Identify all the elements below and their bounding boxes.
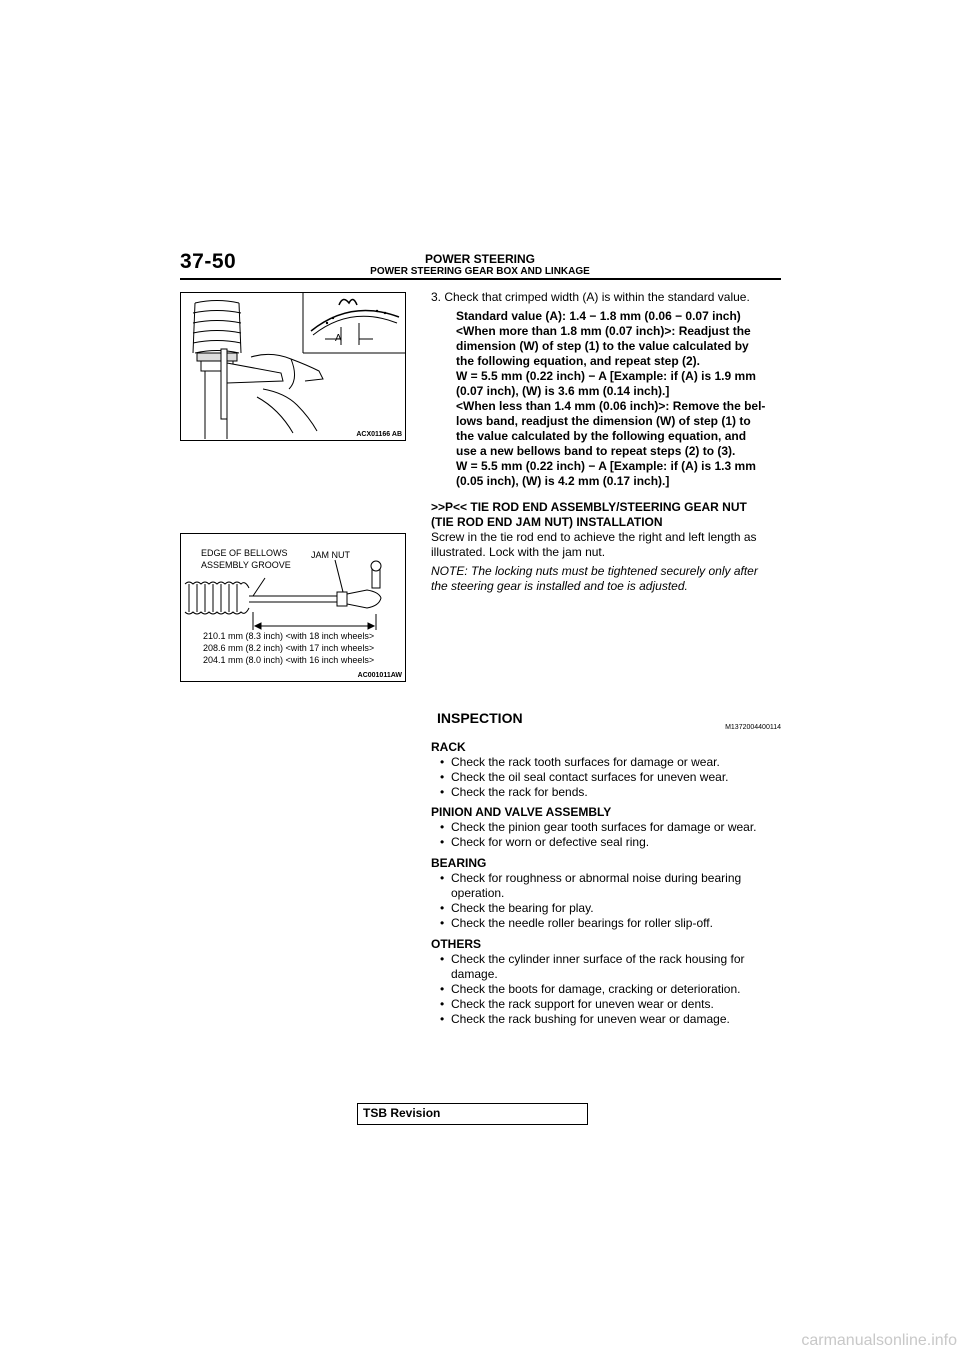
figure-code: ACX01166 AB xyxy=(356,431,402,438)
list-item: Check the oil seal contact surfaces for uneven wear. xyxy=(451,770,729,784)
spec-line: use a new bellows band to repeat steps (2) to (3). xyxy=(456,444,736,458)
crimp-width-illustration xyxy=(181,293,405,440)
bullet: • xyxy=(440,916,445,930)
list-item-continuation: damage. xyxy=(451,967,498,981)
page-number: 37-50 xyxy=(180,250,237,273)
tie-rod-length-figure xyxy=(180,533,406,682)
bullet: • xyxy=(440,835,445,849)
spec-line: dimension (W) of step (1) to the value calculated by xyxy=(456,339,749,353)
install-note: the steering gear is installed and toe is adjusted. xyxy=(431,579,688,593)
bullet: • xyxy=(440,820,445,834)
rack-heading: RACK xyxy=(431,740,466,754)
bullet: • xyxy=(440,1012,445,1026)
inspection-title: INSPECTION xyxy=(437,710,523,726)
spec-line: lows band, readjust the dimension (W) of step (1) to xyxy=(456,414,751,428)
spec-line: the following equation, and repeat step (2). xyxy=(456,354,701,368)
bullet: • xyxy=(440,997,445,1011)
list-item: Check the rack support for uneven wear or dents. xyxy=(451,997,714,1011)
install-body: illustrated. Lock with the jam nut. xyxy=(431,545,606,559)
pinion-heading: PINION AND VALVE ASSEMBLY xyxy=(431,805,612,819)
install-note: NOTE: The locking nuts must be tightened securely only after xyxy=(431,564,758,578)
list-item: Check for roughness or abnormal noise during bearing xyxy=(451,871,742,885)
bullet: • xyxy=(440,785,445,799)
list-item: Check the bearing for play. xyxy=(451,901,594,915)
list-item: Check the needle roller bearings for roller slip-off. xyxy=(451,916,713,930)
list-item: Check the rack for bends. xyxy=(451,785,588,799)
bullet: • xyxy=(440,952,445,966)
length-spec: 208.6 mm (8.2 inch) <with 17 inch wheels> xyxy=(203,643,375,653)
spec-line: W = 5.5 mm (0.22 inch) − A [Example: if (A) is 1.9 mm xyxy=(456,369,756,383)
spec-line: the value calculated by the following equation, and xyxy=(456,429,747,443)
list-item: Check the rack tooth surfaces for damage or wear. xyxy=(451,755,720,769)
spec-line: (0.05 inch), (W) is 4.2 mm (0.17 inch).] xyxy=(456,474,670,488)
bullet: • xyxy=(440,755,445,769)
spec-line: <When more than 1.8 mm (0.07 inch)>: Readjust the xyxy=(456,324,751,338)
bearing-heading: BEARING xyxy=(431,856,487,870)
figure-code: AC001011AW xyxy=(357,672,402,679)
bullet: • xyxy=(440,770,445,784)
bellows-edge-label: EDGE OF BELLOWS xyxy=(201,548,288,558)
spec-line: Standard value (A): 1.4 − 1.8 mm (0.06 − 0.07 inch) xyxy=(456,309,741,323)
spec-line: (0.07 inch), (W) is 3.6 mm (0.14 inch).] xyxy=(456,384,670,398)
spec-line: W = 5.5 mm (0.22 inch) − A [Example: if (A) is 1.3 mm xyxy=(456,459,756,473)
header-divider xyxy=(180,278,781,280)
list-item-continuation: operation. xyxy=(451,886,505,900)
tsb-revision-box xyxy=(357,1103,588,1125)
list-item: Check for worn or defective seal ring. xyxy=(451,835,650,849)
bellows-edge-label: ASSEMBLY GROOVE xyxy=(201,560,291,570)
list-item: Check the pinion gear tooth surfaces for damage or wear. xyxy=(451,820,757,834)
tsb-revision-label: TSB Revision xyxy=(363,1106,441,1120)
bullet: • xyxy=(440,871,445,885)
install-heading: (TIE ROD END JAM NUT) INSTALLATION xyxy=(431,515,663,529)
list-item: Check the boots for damage, cracking or deterioration. xyxy=(451,982,741,996)
list-item: Check the rack bushing for uneven wear or damage. xyxy=(451,1012,730,1026)
length-spec: 204.1 mm (8.0 inch) <with 16 inch wheels> xyxy=(203,655,375,665)
section-title: POWER STEERING xyxy=(424,252,535,266)
others-heading: OTHERS xyxy=(431,937,482,951)
list-item: Check the cylinder inner surface of the rack housing for xyxy=(451,952,745,966)
length-spec: 210.1 mm (8.3 inch) <with 18 inch wheels> xyxy=(203,631,375,641)
install-heading: >>P<< TIE ROD END ASSEMBLY/STEERING GEAR NUT xyxy=(431,500,747,514)
step-3-intro: 3. Check that crimped width (A) is within the standard value. xyxy=(431,290,750,304)
spec-line: <When less than 1.4 mm (0.06 inch)>: Remove the bel- xyxy=(456,399,766,413)
jam-nut-label: JAM NUT xyxy=(311,550,350,560)
section-subtitle: POWER STEERING GEAR BOX AND LINKAGE xyxy=(370,266,590,277)
install-body: Screw in the tie rod end to achieve the right and left length as xyxy=(431,530,757,544)
watermark: carmanualsonline.info xyxy=(801,1332,957,1349)
dimension-a-label: A xyxy=(335,333,342,344)
bullet: • xyxy=(440,901,445,915)
crimp-width-figure xyxy=(180,292,406,441)
inspection-code: M1372004400114 xyxy=(725,724,781,731)
bullet: • xyxy=(440,982,445,996)
